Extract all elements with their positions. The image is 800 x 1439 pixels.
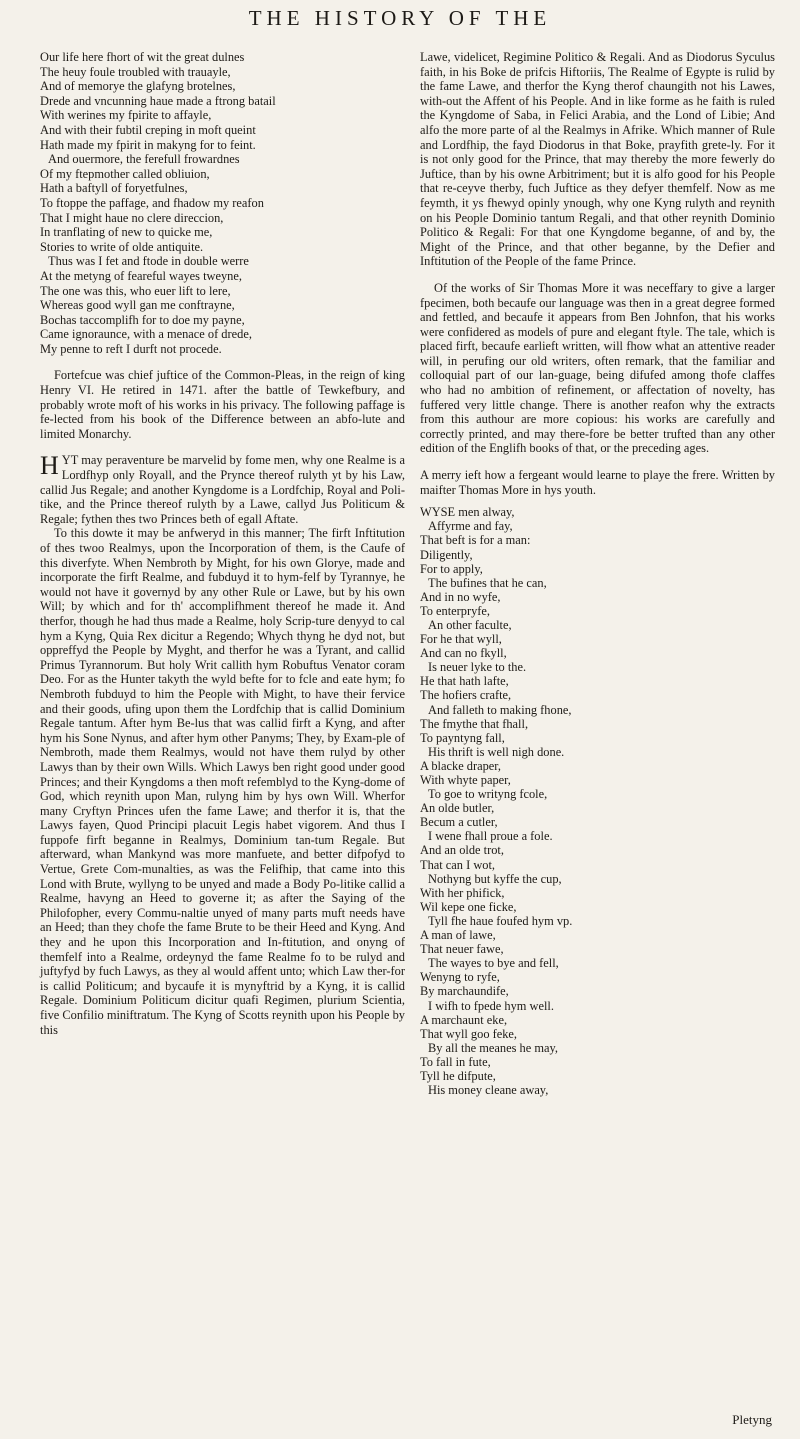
more-intro: Of the works of Sir Thomas More it was neceffary to give a larger fpecimen, both becaufe our language was then in a great degree formed and fettled, and becaufe it appears from Ben Johnfon, that his works were confidered as models of pure and elegant ftyle. The tale, which is placed firft, becaufe earlieft written, will fhow what an attentive reader will, in perufing our old writers, often remark, that the familiar and colloquial part of our lan-guage, being difufed among thofe claffes who had no ambition of refinement, or affectation of novelty, has fuffered very little change. There is another reafon why the extracts from this authour are more copious: his works are carefully and correctly printed, and may there-fore be better trufted than any other edition of the Englifh books of that, or the preceding ages. — [420, 280, 775, 456]
verse-line: With werines my fpirite to affayle, — [40, 108, 212, 123]
poem-line: Is neuer lyke to the. — [428, 660, 527, 675]
opening-verse — [40, 50, 405, 356]
poem-line: Wenyng to ryfe, — [420, 970, 500, 985]
poem-line: With her phifick, — [420, 885, 505, 900]
poem-line: Tyll fhe haue foufed hym vp. — [428, 913, 573, 928]
verse-line: And of memorye the glafyng brotelnes, — [40, 79, 236, 94]
catchword: Pletyng — [732, 1412, 772, 1427]
fortescue-paragraph-2: To this dowte it may be anfweryd in this manner; The firft Inftitution of thes twoo Realmys, upon the Incorporation of them, is the Caufe of this diverfyte. When Nembroth by Might, for his own Glorye, made and incorporate the firft Realme, and fubduyd it to hym-felf by Tyrannye, he would not have it governyd by any other Rule or Lawe, but by his own Will; by which and for th' accomplifhment thereof he made it. And therfor, though he had thus made a Realme, holy Scrip-ture denyyd to cal hym a Kyng, Quia Rex dicitur a Regendo; Whych thyng he dyd not, but oppreffyd the People by Myght, and therfor he was a Tyrant, and callid Primus Tyrannorum. But holy Writ callith hym Robuftus Venator coram Deo. For as the Hunter takyth the wyld befte for to fcle and eate hym; fo Nembroth fubduyd to him the People with Might, to have their fervice and their goods, ufing upon them the Lordfchip that is callid Dominium Regale tantum. After hym Be-lus that was callid firft a Kyng, and after hym his Sone Nynus, and after hym other Panyms; They, by Exam-ple of Nembroth, made them Realmys, would not have them rulyd by other Lawys than by their own Wills. Which Lawys ben right good under good Princes; and their Kyngdoms a then moft refemblyd to the Kyng-dome of God, which reynith upon Man, rulyng him by hys own Will. Wherfor many Cryftyn Princes ufen the fame Lawe; and therfor it is, that the Lawys fayen, Quod Principi placuit Legis habet vigorem. And thus I fuppofe firft beganne in Realmys, Dominium tan-tum Regale. But afterward, whan Mankynd was more manfuete, and better difpofyd to Vertue, Grete Com-munalties, as was the Felifhip, that came into this Lond with Brute, wyllyng to be unyed and made a Body Po-litike callid a Realme, havyng an Heed to governe it; as after the Saying of the Philofopher, every Commu-naltie unyed of many parts muft needs have an Heed; than they chofe the fame Brute to be their Heed and Kyng. And they and he upon this Incorporation and In-ftitution, and onyng of themfelf into a Realme, ordeynyd the fame Realme fo to be rulyd and juftyfyd by fuch Lawys, as they al would affent unto; which Law ther-for is callid Politicum; and bycaufe it is mynyftrid by a Kyng, it is callid Regale. Dominium Politicum dicitur quafi Regimen, plurium Scientia, five Confilio miniftratum. The Kyng of Scotts reynith upon his People by this — [40, 526, 405, 1037]
poem-line: I wene fhall proue a fole. — [428, 829, 553, 844]
poem-line: An olde butler, — [420, 801, 495, 816]
verse-line: Our life here fhort of wit the great dulnes — [40, 50, 245, 64]
poem-line: He that hath lafte, — [420, 674, 509, 689]
poem-line: With whyte paper, — [420, 773, 511, 787]
running-header: THE HISTORY OF THE — [248, 6, 552, 30]
poem-line: To fall in fute, — [420, 1054, 491, 1069]
poem-line: To payntyng fall, — [420, 730, 505, 745]
poem-line: That neuer fawe, — [420, 942, 504, 957]
poem-line: His thrift is well nigh done. — [428, 744, 565, 759]
verse-line: Hath made my fpirit in makyng for to feint. — [40, 137, 256, 152]
poem-line: By all the meanes he may, — [428, 1040, 558, 1055]
poem-line: And can no fkyll, — [420, 646, 507, 661]
fortescue-paragraph-1: HYT may peraventure be marvelid by fome men, why one Realme is a Lordfhyp only Royall, and the Prynce thereof rulyth yt by his Law, callid Jus Regale; and another Kyngdome is a Lordfchip, Royal and Poli-tike, and the Prince thereof rulyth by a Lawe, callyd Jus Politicum & Regale; fythen thes two Princes beth of egall Aftate. — [40, 451, 405, 526]
poem-line: And in no wyfe, — [420, 589, 501, 604]
poem-line: His money cleane away, — [428, 1083, 549, 1098]
poem-line: Nothyng but kyffe the cup, — [428, 871, 562, 886]
verse-line: Drede and vncunning haue made a ftrong batail — [40, 93, 276, 108]
verse-line: The heuy foule troubled with trauayle, — [40, 64, 231, 79]
poem-line: For he that wyll, — [420, 632, 502, 647]
poem-line: Tyll he difpute, — [420, 1068, 496, 1083]
poem-line: That beft is for a man: — [420, 533, 531, 548]
verse-line: My penne to reft I durft not procede. — [40, 341, 222, 356]
poem-line: Affyrme and fay, — [428, 519, 513, 534]
fortescue-continuation: Lawe, videlicet, Regimine Politico & Regali. And as Diodorus Syculus faith, in his Boke de prifcis Hiftoriis, The Realme of Egypte is rulid by the fame Lawe, and therfor the Kyng therof chaungith not his Lawes, with-out the Affent of his People. And in like forme as he faith is ruled the Kyngdome of Saba, in Felici Arabia, and the Lond of Libie; And alfo the more parte of al the Realmys in Afrike. Which manner of Rule and Lordfhip, the fayd Diodorus in that Boke, prayfith grete-ly. For it is not only good for the Prince, that may thereby the more fewerly do Juftice, than by his owne Arbitriment; but it is alfo good for his People that re-ceyve therby, fuch Juftice as they defyer themfelf. Now as me feymth, it ys fhewyd opinly ynough, why one Kyng rulyth and reynith on his People Dominio tantum Regali, and that other reynith Dominio Politico & Regali: For that one Kyngdome beganne, of and by, the Might of the Prince, and that other beganne, by the Defier and Inftitution of the People of the fame Prince. — [420, 50, 775, 269]
poem-line: The bufines that he can, — [428, 575, 547, 590]
merry-jest-title: A merry ieft how a fergeant would learne to playe the frere. Written by maifter Thomas More in hys youth. — [420, 468, 775, 497]
verse-line: To ftoppe the paffage, and fhadow my reafon — [40, 195, 264, 210]
merry-jest-poem — [420, 505, 775, 1097]
poem-line: To goe to writyng fcole, — [428, 787, 548, 802]
poem-line: Diligently, — [420, 547, 473, 562]
verse-line: Whereas good wyll gan me conftrayne, — [40, 298, 235, 313]
poem-line: That wyll goo feke, — [420, 1026, 518, 1041]
poem-line: Becum a cutler, — [420, 815, 498, 830]
poem-line: I wifh to fpede hym well. — [428, 998, 554, 1013]
verse-line: Hath a baftyll of foryetfulnes, — [40, 181, 188, 196]
verse-line: Of my ftepmother called obliuion, — [40, 166, 210, 181]
fortescue-intro: Fortefcue was chief juftice of the Common-Pleas, in the reign of king Henry VI. He retired in 1471. after the battle of Tewkefbury, and probably wrote moft of his works in his privacy. The following paffage is fe-lected from his book of the Difference between an abfo-lute and limited Monarchy. — [40, 368, 405, 441]
verse-line: Stories to write of olde antiquite. — [40, 239, 204, 254]
poem-line: The fmythe that fhall, — [420, 716, 529, 731]
poem-line: Wil kepe one ficke, — [420, 899, 517, 914]
drop-cap: H — [40, 451, 59, 481]
verse-line: And with their fubtil creping in moft queint — [40, 122, 256, 137]
right-column — [420, 50, 775, 1097]
verse-line: In tranflating of new to quicke me, — [40, 225, 213, 240]
poem-line: By marchaundife, — [420, 984, 509, 999]
left-column — [40, 50, 405, 1037]
poem-line: And falleth to making fhone, — [428, 702, 572, 717]
poem-line: A blacke draper, — [420, 758, 502, 773]
poem-line: The hofiers crafte, — [420, 688, 512, 703]
poem-line: That can I wot, — [420, 857, 496, 872]
verse-line: That I might haue no clere direccion, — [40, 210, 224, 225]
poem-line: To enterpryfe, — [420, 603, 490, 618]
verse-line: Came ignoraunce, with a menace of drede, — [40, 327, 252, 342]
poem-line: The wayes to bye and fell, — [428, 956, 559, 971]
verse-line: Thus was I fet and ftode in double werre — [48, 254, 249, 269]
poem-line: WYSE men alway, — [420, 505, 515, 520]
verse-line: The one was this, who euer lift to lere, — [40, 283, 231, 298]
verse-line: And ouermore, the ferefull frowardnes — [48, 152, 240, 167]
poem-line: And an olde trot, — [420, 843, 504, 858]
poem-line: A man of lawe, — [420, 928, 496, 943]
verse-line: At the metyng of feareful wayes tweyne, — [40, 268, 242, 283]
poem-line: A marchaunt eke, — [420, 1012, 508, 1027]
verse-line: Bochas taccomplifh for to doe my payne, — [40, 312, 245, 327]
poem-line: For to apply, — [420, 561, 483, 576]
poem-line: An other faculte, — [428, 617, 512, 632]
